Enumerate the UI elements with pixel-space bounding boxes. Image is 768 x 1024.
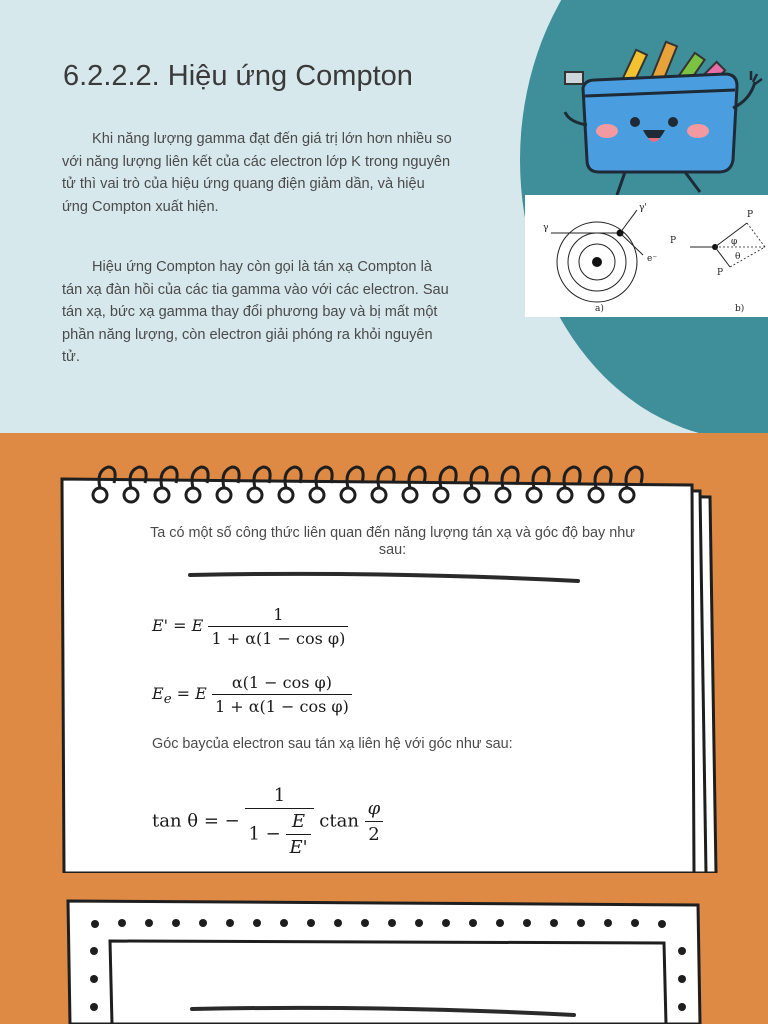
page-title: 6.2.2.2. Hiệu ứng Compton (63, 60, 413, 92)
p-gamma-prime-label: P (747, 210, 754, 220)
paragraph-definition: Hiệu ứng Compton hay còn gọi là tán xạ Compton là tán xạ đàn hồi của các tia gamma vào với các electron. Sau tán xạ, bức xạ gamma thay đổi phương bay và bị mất một phần năng lượng, còn electron giải phóng ra khỏi nguyên tử. (62, 259, 449, 365)
formula-scattered-energy: E' = E $\frac{1}{\text{1 + α(1 − cos φ)}}$ (152, 605, 348, 648)
electron-label: e⁻ (647, 254, 658, 264)
formula-intro: Ta có một số công thức liên quan đến năng lượng tán xạ và góc độ bay như sau: (150, 525, 635, 558)
p-electron-label: P (717, 268, 724, 278)
gamma-prime-label: γ' (639, 203, 647, 213)
formula-slide (0, 433, 768, 1024)
compton-slide (0, 0, 768, 433)
paragraph-intro: Khi năng lượng gamma đạt đến giá trị lớn hơn nhiều so với năng lượng liên kết của các electron lớp K trong nguyên tử thì vai trò của hiệu ứng quang điện giảm dần, và hiệu ứng Compton xuất hiện. (62, 131, 452, 215)
angle-relation-text: Góc baycủa electron sau tán xạ liên hệ với góc như sau: (152, 736, 513, 752)
formula-electron-energy: $E_e = E$ $\frac{\text{α(1 − cos φ)}}{\text{1 + α(1 − cos φ)}}$ (152, 673, 352, 716)
theta-label: θ (735, 252, 741, 262)
p-gamma-label: P (670, 236, 677, 246)
panel-b-label: b) (735, 304, 745, 314)
phi-label: φ (731, 237, 738, 247)
notebook-illustration (0, 433, 768, 873)
panel-a-label: a) (595, 304, 604, 314)
pencil-pouch-icon (555, 30, 765, 200)
gamma-label: γ (543, 223, 549, 233)
dotted-frame-illustration (0, 869, 768, 1024)
compton-diagram (525, 195, 768, 317)
formula-electron-angle: tan θ = − 1 1 − $\frac{E}{E'}$ ctan $\frac{\varphi}{2}$ (152, 785, 383, 858)
